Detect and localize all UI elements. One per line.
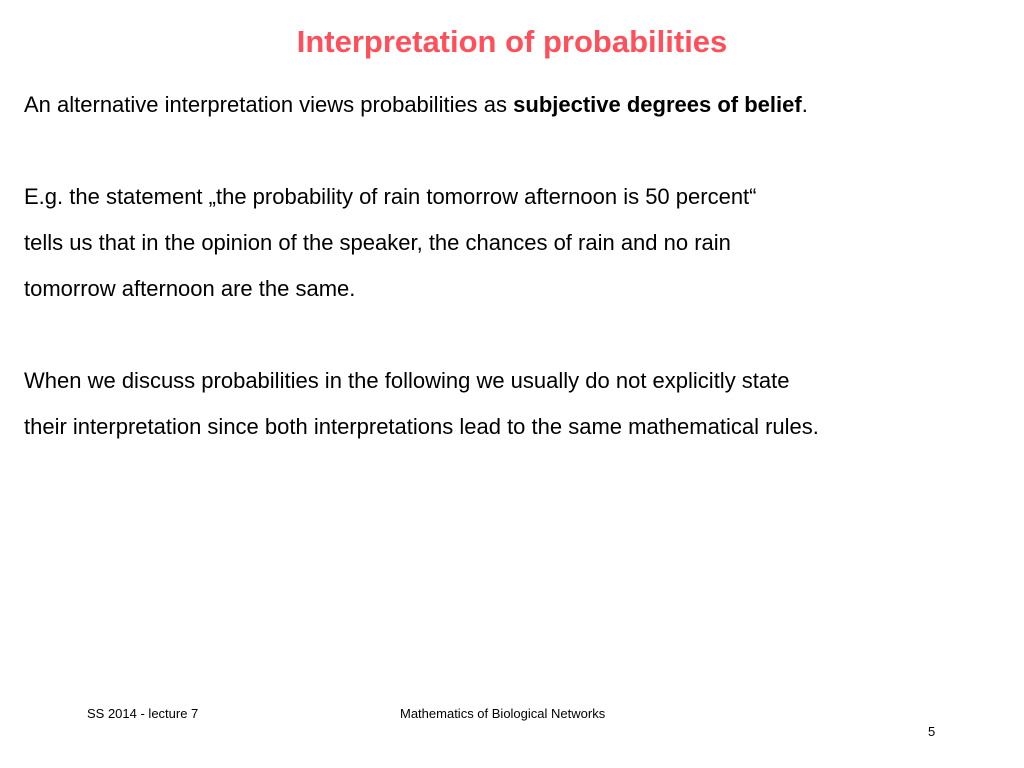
- paragraph-belief-tail: .: [801, 92, 808, 117]
- paragraph-belief-lead: An alternative interpretation views probabilities as: [24, 92, 514, 117]
- paragraph-belief-emphasis: subjective degrees of belief: [513, 92, 802, 117]
- footer-course-title: Mathematics of Biological Networks: [400, 706, 606, 721]
- example-line-3: tomorrow afternoon are the same.: [24, 276, 356, 301]
- conclusion-line-2: their interpretation since both interpretations lead to the same mathematical rules.: [24, 414, 819, 439]
- page-number: 5: [928, 724, 936, 739]
- conclusion-line-1: When we discuss probabilities in the following we usually do not explicitly state: [24, 368, 790, 393]
- slide-title: Interpretation of probabilities: [296, 24, 728, 59]
- footer-lecture-info: SS 2014 - lecture 7: [87, 706, 199, 721]
- example-line-1: E.g. the statement „the probability of rain tomorrow afternoon is 50 percent“: [24, 184, 757, 209]
- paragraph-belief: [24, 91, 808, 119]
- example-line-2: tells us that in the opinion of the speaker, the chances of rain and no rain: [24, 230, 731, 255]
